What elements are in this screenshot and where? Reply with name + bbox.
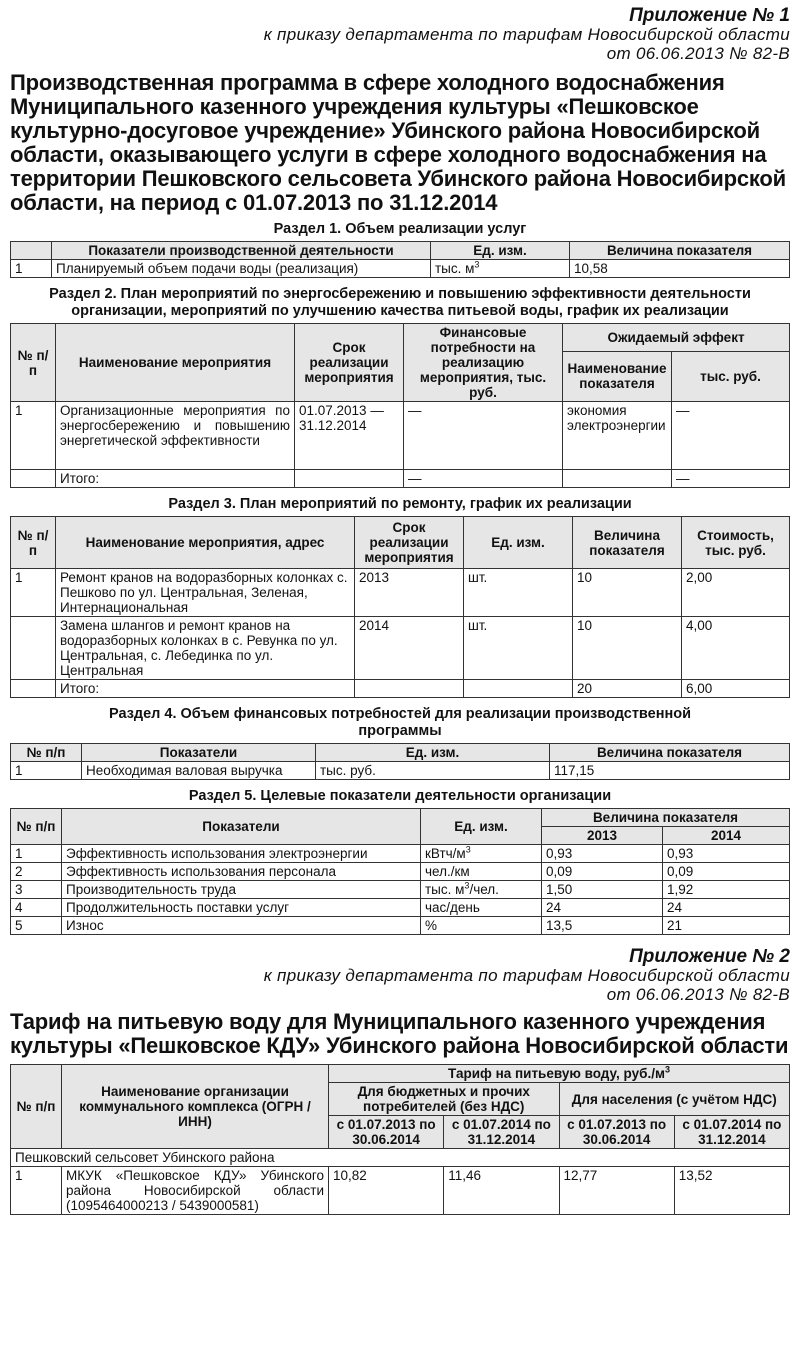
cell-name: Продолжительность поставки услуг <box>62 899 421 917</box>
col-header: Ед. изм. <box>464 517 573 569</box>
cell-unit: тыс. руб. <box>316 762 550 780</box>
main-title: Производственная программа в сфере холодного водоснабжения Муниципального казенного учреждения культуры «Пешковское культурно-досуговое учреждение» Убинского района Новосибирской области, оказывающего услуги в сфере холодного водоснабжения на территории Пешковского сельсовета Убинского района Новосибирской области, на период с 01.07.2013 по 31.12.2014 <box>10 70 786 215</box>
cell-name: Ремонт кранов на водоразборных колонках с. Пешково по ул. Центральная, Зеленая, Интернациональная <box>56 569 355 617</box>
appendix-2-header <box>10 947 790 1004</box>
cell-v2013: 24 <box>542 899 663 917</box>
col-header: Срок реализации мероприятия <box>295 324 404 402</box>
section-4-table <box>10 743 790 780</box>
cell-name: МКУК «Пешковское КДУ» Убинского района Новосибирской области (1095464000213 / 5439000581) <box>62 1167 329 1215</box>
cell-name: Износ <box>62 917 421 935</box>
cell-v2014: 0,93 <box>663 845 790 863</box>
col-header: Ед. изм. <box>421 809 542 845</box>
appendix-1-header <box>10 6 790 63</box>
appendix-2-line2: от 06.06.2013 № 82-В <box>606 985 790 1004</box>
col-header: Показатели <box>82 744 316 762</box>
cell-cost: 4,00 <box>682 617 790 680</box>
appendix-1-line2: от 06.06.2013 № 82-В <box>606 44 790 63</box>
col-header-year: 2013 <box>542 827 663 845</box>
cell-v2014: 24 <box>663 899 790 917</box>
col-header: № п/п <box>11 1065 62 1149</box>
col-header: Ед. изм. <box>431 242 570 260</box>
cell-total-effect: — <box>672 470 790 488</box>
cell-v2013: 1,50 <box>542 881 663 899</box>
table-row <box>11 881 790 899</box>
col-header: Наименование организации коммунального комплекса (ОГРН / ИНН) <box>62 1065 329 1149</box>
cell-name: Организационные мероприятия по энергосбережению и повышению энергетической эффективности <box>56 402 295 470</box>
col-header-year: 2014 <box>663 827 790 845</box>
col-header: Величина показателя <box>573 517 682 569</box>
col-header: Ед. изм. <box>316 744 550 762</box>
table-row <box>11 899 790 917</box>
col-header: Величина показателя <box>542 809 790 827</box>
appendix-1-title: Приложение № 1 <box>629 5 790 26</box>
cell-term: 2014 <box>355 617 464 680</box>
col-header: Величина показателя <box>570 242 790 260</box>
table-row-total <box>11 680 790 698</box>
cell-v2013: 0,09 <box>542 863 663 881</box>
table-row <box>11 260 790 278</box>
cell-effect-rub: — <box>672 402 790 470</box>
table-row-total <box>11 470 790 488</box>
table-row <box>11 402 790 470</box>
section-3-table <box>10 516 790 698</box>
cell-v2013: 13,5 <box>542 917 663 935</box>
cell-name: Эффективность использования персонала <box>62 863 421 881</box>
col-header: Тариф на питьевую воду, $руб./м^3$ <box>329 1065 790 1083</box>
cell-name: Производительность труда <box>62 881 421 899</box>
table-row <box>11 617 790 680</box>
cell-group: Пешковский сельсовет Убинского района <box>11 1149 790 1167</box>
section-2-title: Раздел 2. План мероприятий по энергосбережению и повышению эффективности деятельности организации, мероприятий по улучшению качества питьевой воды, график их реализации <box>49 286 751 319</box>
table-row <box>11 1167 790 1215</box>
cell-unit: тыс. $м^3$/чел. <box>421 881 542 899</box>
col-header: Срок реализации мероприятия <box>355 517 464 569</box>
cell-v3: 12,77 <box>559 1167 674 1215</box>
cell-num <box>11 617 56 680</box>
cell-term: 2013 <box>355 569 464 617</box>
tariff-title: Тариф на питьевую воду для Муниципального казенного учреждения культуры «Пешковское КДУ» Убинского района Новосибирской области <box>10 1009 789 1058</box>
cell-name: Замена шлангов и ремонт кранов на водоразборных колонках в с. Ревунка по ул. Центральная, с. Лебединка по ул. Центральная <box>56 617 355 680</box>
cell-unit: час/день <box>421 899 542 917</box>
col-header: Для бюджетных и прочих потребителей (без НДС) <box>329 1083 560 1116</box>
col-header: тыс. руб. <box>672 351 790 401</box>
cell-v2014: 21 <box>663 917 790 935</box>
section-5-table <box>10 808 790 935</box>
col-header-period: с 01.07.2014 по 31.12.2014 <box>674 1116 789 1149</box>
section-2-table <box>10 323 790 488</box>
cell-value: 117,15 <box>550 762 790 780</box>
table-row <box>11 863 790 881</box>
cell-fin: — <box>404 402 563 470</box>
table-row <box>11 762 790 780</box>
section-4-title: Раздел 4. Объем финансовых потребностей для реализации производственной программы <box>108 706 692 739</box>
cell-num: 1 <box>11 260 52 278</box>
cell-unit: шт. <box>464 617 573 680</box>
section-5-title: Раздел 5. Целевые показатели деятельности организации <box>188 788 612 804</box>
col-header: № п/п <box>11 517 56 569</box>
col-header: Для населения (с учётом НДС) <box>559 1083 790 1116</box>
cell-total-label: Итого: <box>56 470 295 488</box>
appendix-2-line1: к приказу департамента по тарифам Новосибирской области <box>263 966 790 985</box>
cell-num: 2 <box>11 863 62 881</box>
appendix-2-title: Приложение № 2 <box>629 946 790 967</box>
cell-v2013: 0,93 <box>542 845 663 863</box>
document-page <box>10 6 790 1215</box>
col-header: Показатели <box>62 809 421 845</box>
cell-value: 10,58 <box>570 260 790 278</box>
appendix-1-line1: к приказу департамента по тарифам Новосибирской области <box>263 25 790 44</box>
cell-effect-name: экономия электроэнергии <box>563 402 672 470</box>
col-header: Наименование показателя <box>563 351 672 401</box>
cell-name: Эффективность использования электроэнергии <box>62 845 421 863</box>
cell-unit: тыс. $м^3$ <box>431 260 570 278</box>
col-header: Наименование мероприятия <box>56 324 295 402</box>
col-header-period: с 01.07.2013 по 30.06.2014 <box>329 1116 444 1149</box>
tariff-table <box>10 1064 790 1215</box>
cell-num: 1 <box>11 1167 62 1215</box>
cell-total-value: 20 <box>573 680 682 698</box>
cell-term: 01.07.2013 — 31.12.2014 <box>295 402 404 470</box>
col-header: Величина показателя <box>550 744 790 762</box>
col-header: № п/п <box>11 809 62 845</box>
cell-num: 5 <box>11 917 62 935</box>
table-group-row <box>11 1149 790 1167</box>
cell-unit: шт. <box>464 569 573 617</box>
cell-num: 3 <box>11 881 62 899</box>
col-header: Ожидаемый эффект <box>563 324 790 352</box>
cell-num: 4 <box>11 899 62 917</box>
section-1-title: Раздел 1. Объем реализации услуг <box>273 221 527 237</box>
cell-num: 1 <box>11 402 56 470</box>
cell-name: Планируемый объем подачи воды (реализация) <box>52 260 431 278</box>
col-header: Стоимость, тыс. руб. <box>682 517 790 569</box>
col-header: Показатели производственной деятельности <box>52 242 431 260</box>
cell-num: 1 <box>11 845 62 863</box>
table-row <box>11 917 790 935</box>
col-header: № п/п <box>11 744 82 762</box>
table-row <box>11 845 790 863</box>
section-1-table <box>10 241 790 278</box>
col-header: № п/п <box>11 324 56 402</box>
cell-value: 10 <box>573 569 682 617</box>
section-3-title: Раздел 3. План мероприятий по ремонту, график их реализации <box>168 496 632 512</box>
cell-cost: 2,00 <box>682 569 790 617</box>
cell-num: 1 <box>11 569 56 617</box>
cell-total-label: Итого: <box>56 680 355 698</box>
col-header: Наименование мероприятия, адрес <box>56 517 355 569</box>
cell-unit: кВтч/$м^3$ <box>421 845 542 863</box>
col-header: Финансовые потребности на реализацию мероприятия, тыс. руб. <box>404 324 563 402</box>
cell-v4: 13,52 <box>674 1167 789 1215</box>
cell-unit: чел./км <box>421 863 542 881</box>
table-row <box>11 569 790 617</box>
col-header-period: с 01.07.2014 по 31.12.2014 <box>444 1116 559 1149</box>
cell-v2014: 0,09 <box>663 863 790 881</box>
cell-value: 10 <box>573 617 682 680</box>
cell-unit: % <box>421 917 542 935</box>
cell-v1: 10,82 <box>329 1167 444 1215</box>
cell-num: 1 <box>11 762 82 780</box>
col-header-period: с 01.07.2013 по 30.06.2014 <box>559 1116 674 1149</box>
cell-total-fin: — <box>404 470 563 488</box>
cell-v2014: 1,92 <box>663 881 790 899</box>
cell-name: Необходимая валовая выручка <box>82 762 316 780</box>
cell-total-cost: 6,00 <box>682 680 790 698</box>
col-header <box>11 242 52 260</box>
cell-v2: 11,46 <box>444 1167 559 1215</box>
